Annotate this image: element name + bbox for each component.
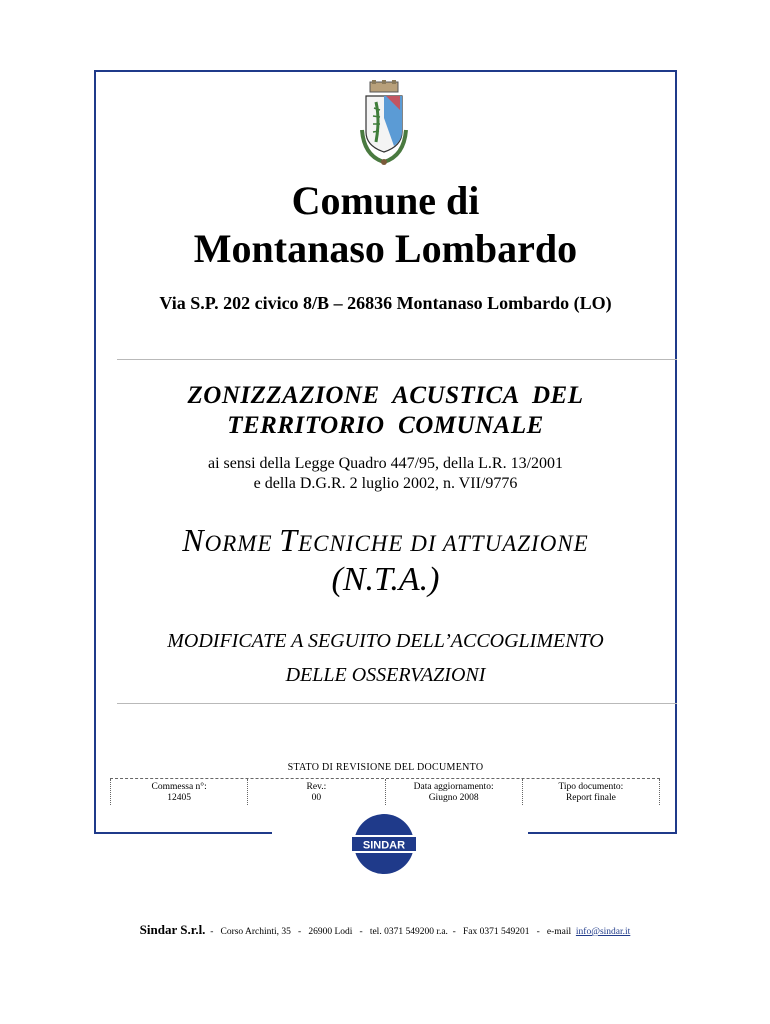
nta-heading: (N.T.A.)	[331, 561, 440, 598]
footer-company: Sindar S.r.l.	[139, 922, 206, 937]
divider-bottom	[117, 703, 677, 704]
zonizzazione-line-2: TERRITORIO COMUNALE	[227, 412, 544, 439]
revision-label: Rev.:	[306, 782, 327, 792]
revision-cell-tipo	[522, 779, 660, 805]
revision-cell-commessa	[110, 779, 247, 805]
revision-label: Tipo documento:	[558, 782, 624, 792]
modificate-line-2: DELLE OSSERVAZIONI	[285, 664, 486, 686]
revision-cell-rev	[247, 779, 384, 805]
norme-word-1: ORME	[204, 531, 280, 556]
law-reference-line-2: e della D.G.R. 2 luglio 2002, n. VII/9776	[253, 475, 518, 492]
footer-email-link[interactable]: info@sindar.it	[575, 927, 631, 937]
zonizzazione-line-1: ZONIZZAZIONE ACUSTICA DEL	[187, 382, 584, 409]
footer-details: - Corso Archinti, 35 - 26900 Lodi - tel. 0371 549200 r.a. - Fax 0371 549201 - e-mail	[205, 927, 576, 937]
sindar-logo-icon	[352, 812, 416, 876]
modificate-line-1: MODIFICATE A SEGUITO DELL’ACCOGLIMENTO	[167, 630, 604, 652]
revision-cell-data	[385, 779, 522, 805]
coat-of-arms-icon	[350, 80, 418, 168]
norme-initial-t: T	[279, 522, 299, 558]
norme-tecniche-heading	[94, 522, 677, 562]
law-reference-line-1: ai sensi della Legge Quadro 447/95, della L.R. 13/2001	[207, 455, 564, 472]
revision-value: 00	[311, 793, 322, 803]
norme-word-2: ECNICHE DI ATTUAZIONE	[298, 531, 589, 556]
address: Via S.P. 202 civico 8/B – 26836 Montanaso Lombardo (LO)	[159, 293, 612, 313]
revision-value: 12405	[167, 793, 191, 803]
norme-initial-n: N	[182, 522, 205, 558]
revision-title: STATO DI REVISIONE DEL DOCUMENTO	[287, 762, 484, 773]
logo-area	[272, 806, 528, 874]
revision-table	[110, 778, 660, 805]
revision-label: Data aggiornamento:	[413, 782, 494, 792]
title-line-1: Comune di	[291, 178, 480, 223]
revision-label: Commessa n°:	[151, 782, 207, 792]
title-line-2: Montanaso Lombardo	[193, 226, 578, 271]
footer	[0, 922, 770, 938]
divider-top	[117, 359, 677, 360]
revision-value: Giugno 2008	[428, 793, 479, 803]
revision-value: Report finale	[565, 793, 616, 803]
logo-text: SINDAR	[362, 839, 406, 852]
